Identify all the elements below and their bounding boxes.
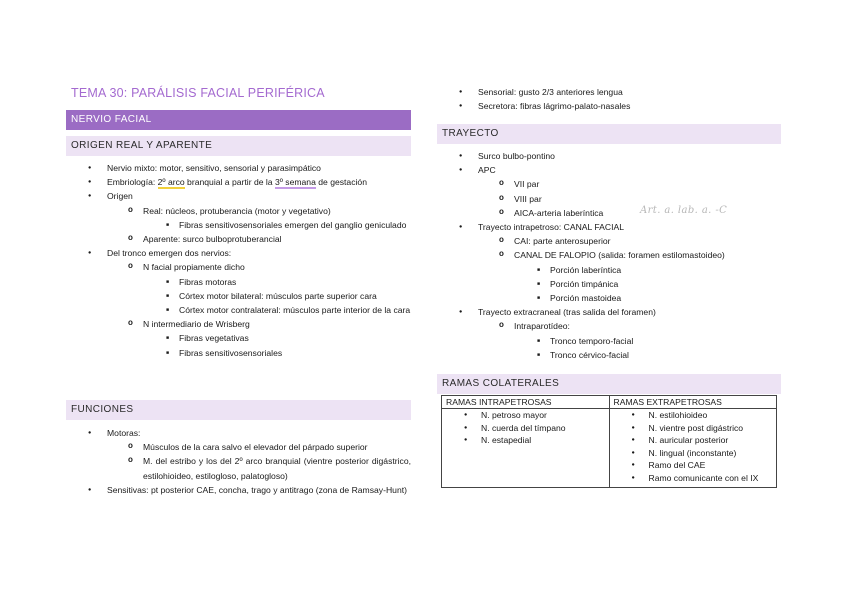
list-item: ● Secretora: fibras lágrimo-palato-nasales <box>437 99 781 113</box>
list-item: ■ Fibras sensitivosensoriales emergen del ganglio geniculado <box>143 218 411 232</box>
funciones-cont-list <box>437 85 781 113</box>
intrapetrosas-cell <box>442 409 610 488</box>
list-item: o VIII par <box>478 192 781 206</box>
list-item: o N facial propiamente dicho ■ Fibras motoras ■ Córtex motor bilateral: músculos parte superior cara ■ Córtex motor contralateral: músculos parte interior de la cara <box>107 260 411 317</box>
list-item: ● N. lingual (inconstante) <box>610 447 777 460</box>
list-item: o N intermediario de Wrisberg ■ Fibras vegetativas ■ Fibras sensitivosensoriales <box>107 317 411 360</box>
origen-list <box>66 161 411 360</box>
list-item: o M. del estribo y los del 2º arco branquial (vientre posterior digástrico, estilohioideo, estilogloso, palatogloso) <box>107 454 411 482</box>
list-item: o Aparente: surco bulboprotuberancial <box>107 232 411 246</box>
list-item: ● Nervio mixto: motor, sensitivo, sensorial y parasimpático <box>66 161 411 175</box>
list-item: o Músculos de la cara salvo el elevador del párpado superior <box>107 440 411 454</box>
list-item: ■ Córtex motor contralateral: músculos parte interior de la cara <box>143 303 411 317</box>
list-item: ● N. vientre post digástrico <box>610 422 777 435</box>
list-item: ■ Tronco temporo-facial <box>514 334 781 348</box>
list-item: ● Trayecto intrapetroso: CANAL FACIAL o CAI: parte anterosuperior o CANAL DE FALOPIO (salida: foramen estilomastoideo) ■ Porción laberíntica ■ Porción timpánica ■ Porción mastoidea <box>437 220 781 305</box>
highlight-semana: 3º semana <box>274 177 316 188</box>
list-item: ● Embriología: 2º arco branquial a partir de la 3º semana de gestación <box>66 175 411 189</box>
list-item: o VII par <box>478 177 781 191</box>
list-item: ● N. estapedial <box>442 434 609 447</box>
ramas-header: RAMAS COLATERALES <box>437 374 781 394</box>
list-item: ■ Fibras motoras <box>143 275 411 289</box>
list-item: o Real: núcleos, protuberancia (motor y vegetativo) ■ Fibras sensitivosensoriales emergen del ganglio geniculado <box>107 204 411 232</box>
list-item: ● Sensitivas: pt posterior CAE, concha, trago y antitrago (zona de Ramsay-Hunt) <box>66 483 411 497</box>
trayecto-header: TRAYECTO <box>437 124 781 144</box>
list-item: ● Origen o Real: núcleos, protuberancia (motor y vegetativo) ■ Fibras sensitivosensoriales emergen del ganglio geniculado o Aparente: surco bulboprotuberancial <box>66 189 411 246</box>
intrapetrosas-header: RAMAS INTRAPETROSAS <box>442 396 610 409</box>
extrapetrosas-cell <box>609 409 777 488</box>
list-item: ● Motoras: o Músculos de la cara salvo el elevador del párpado superior o M. del estribo y los del 2º arco branquial (vientre posterior digástrico, estilohioideo, estilogloso, palatogloso) <box>66 426 411 483</box>
list-item: ● N. petroso mayor <box>442 409 609 422</box>
list-item: ● N. cuerda del tímpano <box>442 422 609 435</box>
list-item: ● Trayecto extracraneal (tras salida del foramen) o Intraparotídeo: ■ Tronco temporo-facial ■ Tronco cérvico-facial <box>437 305 781 362</box>
list-item: ■ Porción timpánica <box>514 277 781 291</box>
list-item: o Intraparotídeo: ■ Tronco temporo-facial ■ Tronco cérvico-facial <box>478 319 781 362</box>
list-item: ■ Fibras sensitivosensoriales <box>143 346 411 360</box>
list-item: ● Ramo comunicante con el IX <box>610 472 777 485</box>
handwritten-note: Art. a. lab. a. -C <box>640 205 728 216</box>
list-item: ■ Fibras vegetativas <box>143 331 411 345</box>
trayecto-list <box>437 149 781 362</box>
list-item: o AICA-arteria laberíntica <box>478 206 781 220</box>
list-item: ● Sensorial: gusto 2/3 anteriores lengua <box>437 85 781 99</box>
funciones-list <box>66 426 411 497</box>
list-item: ● Ramo del CAE <box>610 459 777 472</box>
origen-subheader: ORIGEN REAL Y APARENTE <box>66 136 411 156</box>
list-item: ● N. estilohioideo <box>610 409 777 422</box>
list-item: ■ Córtex motor bilateral: músculos parte superior cara <box>143 289 411 303</box>
extrapetrosas-header: RAMAS EXTRAPETROSAS <box>609 396 777 409</box>
list-item: ■ Porción laberíntica <box>514 263 781 277</box>
page-title: TEMA 30: PARÁLISIS FACIAL PERIFÉRICA <box>71 86 325 100</box>
list-item: ■ Porción mastoidea <box>514 291 781 305</box>
list-item: ■ Tronco cérvico-facial <box>514 348 781 362</box>
list-item: o CAI: parte anterosuperior <box>478 234 781 248</box>
list-item: ● N. auricular posterior <box>610 434 777 447</box>
list-item: ● Del tronco emergen dos nervios: o N facial propiamente dicho ■ Fibras motoras ■ Córtex motor bilateral: músculos parte superior cara ■ Córtex motor contralateral: músculos parte interior de la cara o N intermediario de Wrisberg ■ Fibras vegetativas ■ Fibras sensitivosensoriales <box>66 246 411 360</box>
list-item: o CANAL DE FALOPIO (salida: foramen estilomastoideo) ■ Porción laberíntica ■ Porción timpánica ■ Porción mastoidea <box>478 248 781 305</box>
list-item: ● Surco bulbo-pontino <box>437 149 781 163</box>
ramas-table <box>441 395 777 488</box>
nervio-facial-header: NERVIO FACIAL <box>66 110 411 130</box>
list-item: ● APC o VII par o VIII par o AICA-arteria laberíntica <box>437 163 781 220</box>
highlight-arco: 2º arco <box>157 177 185 188</box>
funciones-header: FUNCIONES <box>66 400 411 420</box>
